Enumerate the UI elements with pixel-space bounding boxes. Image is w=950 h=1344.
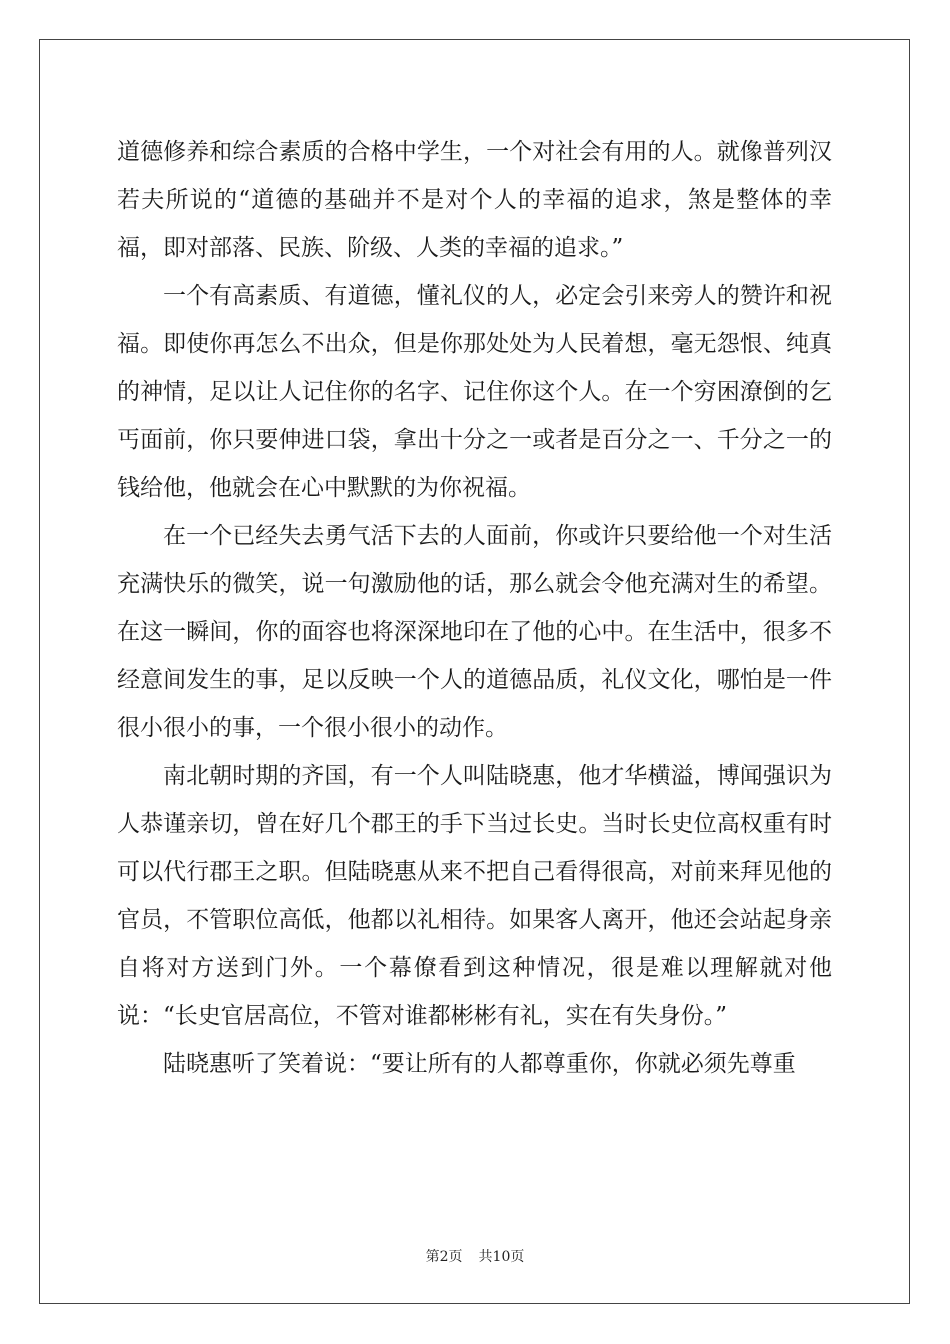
page-footer <box>0 1246 950 1266</box>
paragraph-5: 陆晓惠听了笑着说：“要让所有的人都尊重你，你就必须先尊重 <box>163 1051 796 1077</box>
paragraph-2: 一个有高素质、有道德，懂礼仪的人，必定会引来旁人的赞许和祝福。即使你再怎么不出众，但是你那处处为人民着想，毫无怨恨、纯真的神情，足以让人记住你的名字、记住你这个人。在一个穷困潦倒的乞丐面前，你只要伸进口袋，拿出十分之一或者是百分之一、千分之一的钱给他，他就会在心中默默的为你祝福。 <box>117 283 832 501</box>
paragraph-3: 在一个已经失去勇气活下去的人面前，你或许只要给他一个对生活充满快乐的微笑，说一句激励他的话，那么就会令他充满对生的希望。在这一瞬间，你的面容也将深深地印在了他的心中。在生活中，很多不经意间发生的事，足以反映一个人的道德品质，礼仪文化，哪怕是一件很小很小的事，一个很小很小的动作。 <box>117 523 832 741</box>
paragraph-1: 道德修养和综合素质的合格中学生，一个对社会有用的人。就像普列汉若夫所说的“道德的基础并不是对个人的幸福的追求，煞是整体的幸福，即对部落、民族、阶级、人类的幸福的追求。” <box>117 139 832 261</box>
paragraph-4: 南北朝时期的齐国，有一个人叫陆晓惠，他才华横溢，博闻强识为人恭谨亲切，曾在好几个郡王的手下当过长史。当时长史位高权重有时可以代行郡王之职。但陆晓惠从来不把自己看得很高，对前来拜见他的官员，不管职位高低，他都以礼相待。如果客人离开，他还会站起身亲自将对方送到门外。一个幕僚看到这种情况，很是难以理解就对他说：“长史官居高位，不管对谁都彬彬有礼，实在有失身份。” <box>117 763 832 1029</box>
page-total: 共10页 <box>478 1249 525 1265</box>
document-body <box>117 128 832 1088</box>
page-number: 第2页 <box>425 1249 463 1265</box>
